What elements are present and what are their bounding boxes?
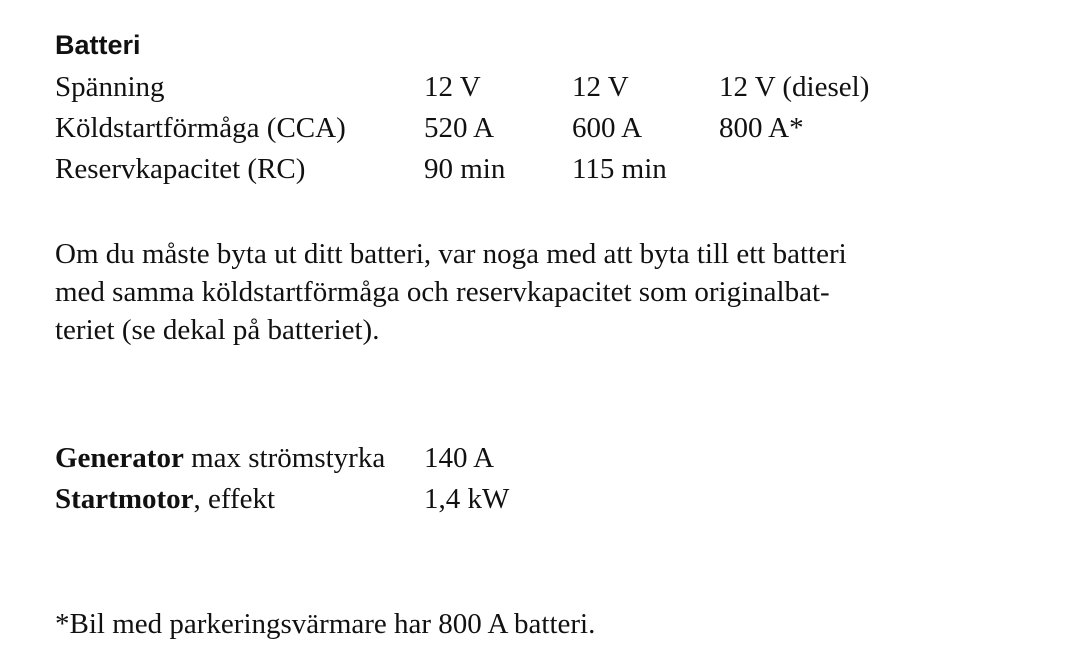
spec-value: 12 V (diesel) <box>719 71 870 103</box>
generator-name: Generator <box>55 442 184 474</box>
starter-value: 1,4 kW <box>424 483 510 515</box>
table-row <box>55 108 919 149</box>
starter-name: Startmotor <box>55 483 194 515</box>
starter-label <box>55 479 424 520</box>
spec-value: 115 min <box>572 153 667 185</box>
note-line: teriet (se dekal på batteriet). <box>55 314 380 346</box>
generator-label <box>55 438 424 479</box>
battery-spec-table <box>55 67 919 190</box>
spec-value: 12 V <box>572 71 629 103</box>
spec-label-voltage: Spänning <box>55 71 165 103</box>
table-row <box>55 438 624 479</box>
generator-value: 140 A <box>424 442 495 474</box>
table-row <box>55 479 624 520</box>
note-line: Om du måste byta ut ditt batteri, var noga med att byta till ett batteri <box>55 238 847 270</box>
spec-value: 520 A <box>424 112 495 144</box>
spec-value: 90 min <box>424 153 506 185</box>
table-row <box>55 149 919 190</box>
starter-suffix: , effekt <box>193 483 276 515</box>
generator-suffix: max strömstyrka <box>183 442 386 474</box>
section-title: Batteri <box>55 30 141 60</box>
footnote: *Bil med parkeringsvärmare har 800 A batteri. <box>55 608 596 640</box>
note-line: med samma köldstartförmåga och reservkapacitet som originalbat- <box>55 276 830 308</box>
table-row <box>55 67 919 108</box>
spec-label-reserve-capacity: Reservkapacitet (RC) <box>55 153 306 185</box>
battery-replacement-note <box>55 235 935 349</box>
spec-value: 800 A* <box>719 112 804 144</box>
spec-value <box>719 149 919 190</box>
spec-value: 600 A <box>572 112 643 144</box>
spec-value: 12 V <box>424 71 481 103</box>
electrical-spec-table <box>55 438 624 520</box>
spec-label-cca: Köldstartförmåga (CCA) <box>55 112 346 144</box>
